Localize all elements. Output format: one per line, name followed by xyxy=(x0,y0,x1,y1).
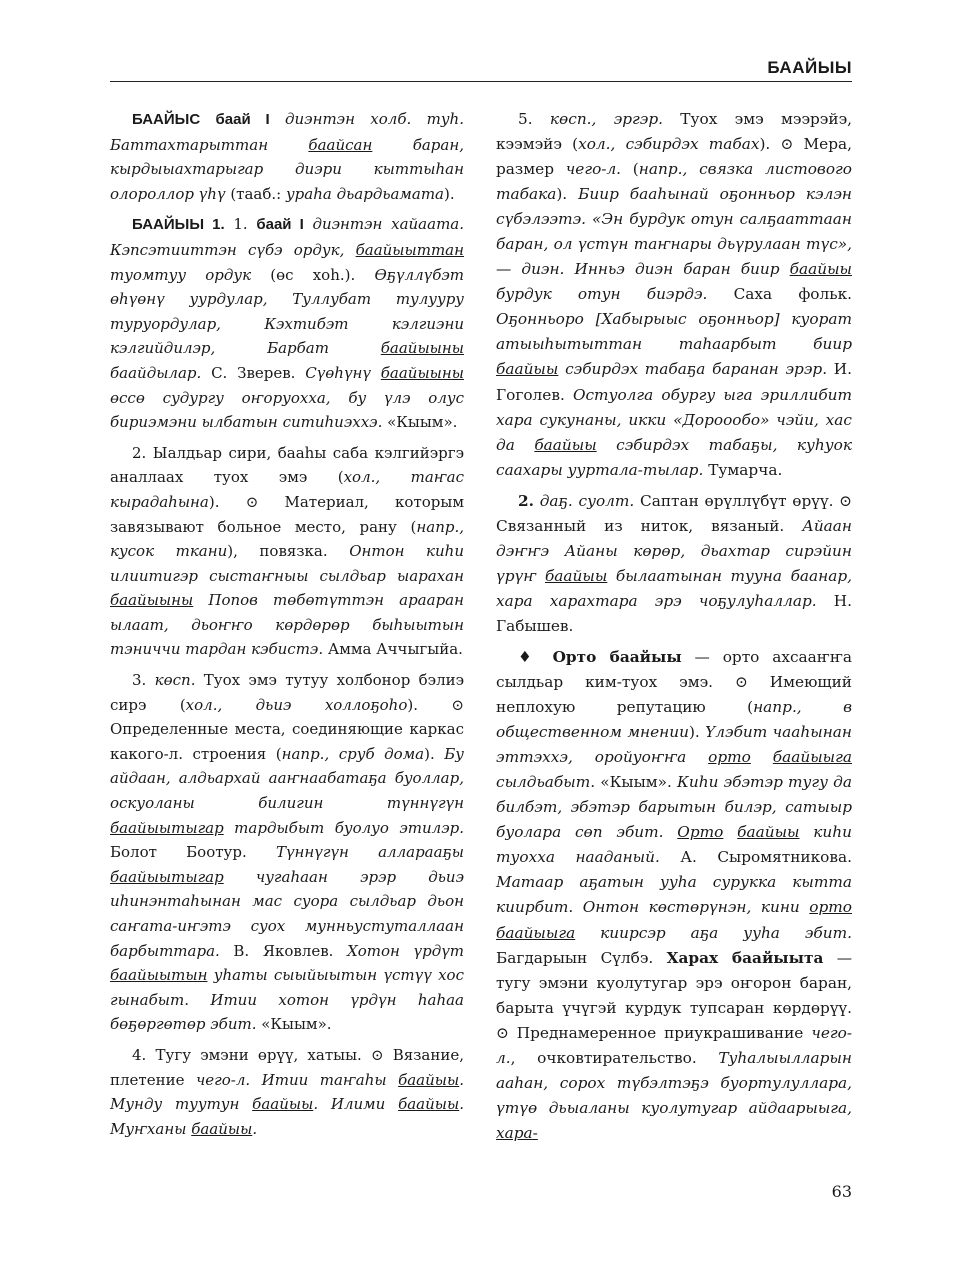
example: Итии таҥаһы баайыы. Мунду туутун баайыы. Илими баайыы. Муҥханы баайыы. xyxy=(110,1070,464,1138)
root-ref: баай I xyxy=(215,111,270,128)
source: Багдарыын Сүлбэ. xyxy=(496,948,667,967)
entry-baaiyy-1: БААЙЫЫ 1. 1. баай I диэнтэн хайаата. Кэпсэтииттэн сүбэ ордук, баайыыттан туомтуу ордук (өс хоһ.). Өҕүллүбэт өһүөнү уурдулар, Туллубат тулууру туруордулар, Кэхтибэт кэлгиэни кэлгийдилэр, Барбат баайыыны баайдылар. С. Зверев. Сүөһүнү баайыыны өссө судургу оҥоруохха, бу үлэ олус бириэмэни ылбатын ситиһиэххэ. «Кыым». xyxy=(110,215,464,432)
source: А. Сыромятникова. xyxy=(659,848,852,867)
source: Саха фольк. xyxy=(707,285,852,304)
source: Н. Габышев. xyxy=(496,591,852,635)
sense-3: 3. көсп. Туох эмэ тутуу холбонор бэлиэ сирэ (хол., дьиэ холлоҕоһо). ⊙ Определенные места, соединяющие каркас какого-л. строения (напр., сруб дома). Бу айдаан, алдьархай ааҥнаабатаҕа буоллар, оскуоланы билигин түннүгүн баайыытыгар тардыбыт буолуо этилэр. Болот Боотур. Түннүгүн алларааҕы баайыытыгар чугаһаан эрэр дьиэ иһинэнтаһынан мас суора сылдьар дьон саҥата-иҥэтэ суох мунньустуталлаан барбыттара. В. Яковлев. Хотон үрдүт баайыытын уһаты сыыйыытын үстүү хос гынабыт. Итии хотон үрдүн һаһаа бөҕөргөтөр эбит. «Кыым». xyxy=(110,671,464,1034)
root-ref: баай I xyxy=(256,216,304,234)
example: Оҕонньоро [Хабырыыс оҕонньор] куорат атыыһытыттан таһаарбыт биир баайыы сэбирдэх табаҕа баранан эрэр. xyxy=(496,310,852,379)
example: Түннүгүн алларааҕы баайыытыгар чугаһаан эрэр дьиэ иһинэнтаһынан мас суора сылдьар дьон саҥата-иҥэтэ суох мунньустуталлаан барбыттара. xyxy=(110,843,464,960)
example: Киһи эбэтэр тугу да билбэт, эбэтэр барытын билэр, сатыыр буолара сөп эбит. Орто баайыы киһи туохха нааданый. xyxy=(496,773,852,867)
sense-2: 2. Ыалдьар сири, бааһы саба кэлгийэргэ аналлаах туох эмэ (хол., таҥас кырадаһына). ⊙ Материал, которым завязывают больное место, рану (напр., кусок ткани), повязка. Онтон киһи илиитигэр сыстаҥныы сылдьар ыарахан баайыыны Попов төбөтүттэн арааран ылаат, дьоҥҥо көрдөрөр быһыытын тэниччи тардан кэбистэ. Амма Аччыгыйа. xyxy=(110,443,464,659)
page-number: 63 xyxy=(831,1182,852,1201)
example: Матаар аҕатын ууһа сурукка кытта киирбит. Онтон көстөрүнэн, кини орто баайыыга киирсэр аҕа ууһа эбит. xyxy=(496,873,852,942)
left-column xyxy=(110,107,464,1147)
sense-4: 4. Тугу эмэни өрүү, хатыы. ⊙ Вязание, плетение чего-л. Итии таҥаһы баайыы. Мунду туутун баайыы. Илими баайыы. Муҥханы баайыы. xyxy=(110,1045,464,1138)
example: Онтон киһи илиитигэр сыстаҥныы сылдьар ыарахан баайыыны Попов төбөтүттэн арааран ылаат, дьоҥҥо көрдөрөр быһыытын тэниччи тардан кэбистэ. xyxy=(110,542,464,659)
headword: БААЙЫЫ 1. xyxy=(132,216,225,234)
grammar-note: диэнтэн холб. туһ. xyxy=(285,110,464,128)
entry-baaiys: БААЙЫС баай I диэнтэн холб. туһ. Баттахтарыттан баайсан баран, кырдыыахтарыгар диэри кыттыһан олороллор үһү (тааб.: ураһа дьардьамата). xyxy=(110,110,464,203)
source: В. Яковлев. xyxy=(219,941,348,960)
example: Биир бааһынай оҕонньор кэлэн сүбэлээтэ. «Эн бурдук отун салҕааттаан баран, ол үстүн таҥнары дьүрулаан түс», — диэн. Инньэ диэн баран биир баайыы бурдук отун биэрдэ. xyxy=(496,185,852,304)
source: (өс хоһ.). xyxy=(251,265,375,284)
source: (тааб.: xyxy=(225,184,286,203)
header-rule xyxy=(110,81,852,82)
source: Амма Аччыгыйа. xyxy=(323,640,463,659)
example: Өҕүллүбэт өһүөнү уурдулар, Туллубат тулууру туруордулар, Кэхтибэт кэлгиэни кэлгийдилэр, Барбат баайыыны баайдылар. xyxy=(110,265,464,382)
source: «Кыым». xyxy=(382,413,458,432)
highlighted-word: баайсан xyxy=(308,135,373,154)
source: С. Зверев. xyxy=(201,363,306,382)
source: Тумарча. xyxy=(703,460,783,479)
example: Туһалыылларын ааһан, сорох түбэлтэҕэ буортулуллара, үтүө дьыаланы куолутугар айдаарыыга, хара- xyxy=(496,1048,852,1142)
example: Айаан дэҥҥэ Айаны көрөр, дьахтар сирэйин үрүҥ баайыы былаатынан тууна баанар, хара харахтара эрэ чоҕулуһаллар. xyxy=(496,516,852,610)
example: Бу айдаан, алдьархай ааҥнаабатаҕа буоллар, оскуоланы билигин түннүгүн баайыытыгар тардыбыт буолуо этилэр. xyxy=(110,744,464,837)
source: Болот Боотур. xyxy=(110,843,276,862)
example: Хотон үрдүт баайыытын уһаты сыыйыытын үстүү хос гынабыт. Итии хотон үрдүн һаһаа бөҕөргөтөр эбит. xyxy=(110,941,464,1034)
source: И. Гоголев. xyxy=(496,360,852,404)
right-column xyxy=(496,107,852,1152)
diamond-icon: ♦ xyxy=(518,647,553,666)
phrase: Харах баайыыта xyxy=(666,948,824,967)
homonym-2: 2. даҕ. суолт. Саптан өрүллүбүт өрүү. ⊙ Связанный из ниток, вязаный. Айаан дэҥҥэ Айаны көрөр, дьахтар сирэйин үрүҥ баайыы былаатынан тууна баанар, хара харахтара эрэ чоҕулуһаллар. Н. Габышев. xyxy=(496,491,852,635)
example: Баттахтарыттан баайсан баран, кырдыыахтарыгар диэри кыттыһан олороллор үһү xyxy=(110,135,464,203)
example: Үлэбит чааһынан эттэххэ, оройуоҥҥа орто баайыыга сылдьабыт. xyxy=(496,723,852,792)
example: Сүөһүнү баайыыны өссө судургу оҥоруохха, бу үлэ олус бириэмэни ылбатын ситиһиэххэ. xyxy=(110,363,464,432)
example: Кэпсэтииттэн сүбэ ордук, баайыыттан туомтуу ордук xyxy=(110,240,464,284)
source: «Кыым». xyxy=(256,1015,332,1034)
source: «Кыым». xyxy=(595,773,678,792)
phrase: Орто баайыы xyxy=(552,647,682,666)
sense-5: 5. көсп., эргэр. Туох эмэ мээрэйэ, кээмэйэ (хол., сэбирдэх табах). ⊙ Мера, размер чего-л. (напр., связка листового табака). Биир бааһынай оҕонньор кэлэн сүбэлээтэ. «Эн бурдук отун салҕааттаан баран, ол үстүн таҥнары дьүрулаан түс», — диэн. Инньэ диэн баран биир баайыы бурдук отун биэрдэ. Саха фольк. Оҕонньоро [Хабырыыс оҕонньор] куорат атыыһытыттан таһаарбыт биир баайыы сэбирдэх табаҕа баранан эрэр. И. Гоголев. Остуолга обургу ыга эриллибит хара сукунаны, икки «Дороообо» чэйи, хас да баайыы сэбирдэх табаҕы, куһуок саахары ууртала-тылар. Тумарча. xyxy=(496,110,853,479)
phraseology: ♦ Орто баайыы — орто ахсааҥҥа сылдьар ким-туох эмэ. ⊙ Имеющий неплохую репутацию (напр., в общественном мнении). Үлэбит чааһынан эттэххэ, оройуоҥҥа орто баайыыга сылдьабыт. «Кыым». Киһи эбэтэр тугу да билбэт, эбэтэр барытын билэр, сатыыр буолара сөп эбит. Орто баайыы киһи туохха нааданый. А. Сыромятникова. Матаар аҕатын ууһа сурукка кытта киирбит. Онтон көстөрүнэн, кини орто баайыыга киирсэр аҕа ууһа эбит. Багдарыын Сүлбэ. Харах баайыыта — тугу эмэни куолутугар эрэ оҥорон баран, барыта үчүгэй курдук тупсаран көрдөрүү. ⊙ Преднамеренное приукрашивание чего-л., очковтирательство. Туһалыылларын ааһан, сорох түбэлтэҕэ буортулуллара, үтүө дьыаланы куолутугар айдаарыыга, хара- xyxy=(496,647,852,1142)
example: Остуолга обургу ыга эриллибит хара сукунаны, икки «Дороообо» чэйи, хас да баайыы сэбирдэх табаҕы, куһуок саахары ууртала-тылар. xyxy=(496,385,853,479)
headword: БААЙЫС xyxy=(132,111,201,128)
running-head: БААЙЫЫ xyxy=(767,58,852,77)
grammar-note: диэнтэн хайаата. xyxy=(303,215,464,234)
